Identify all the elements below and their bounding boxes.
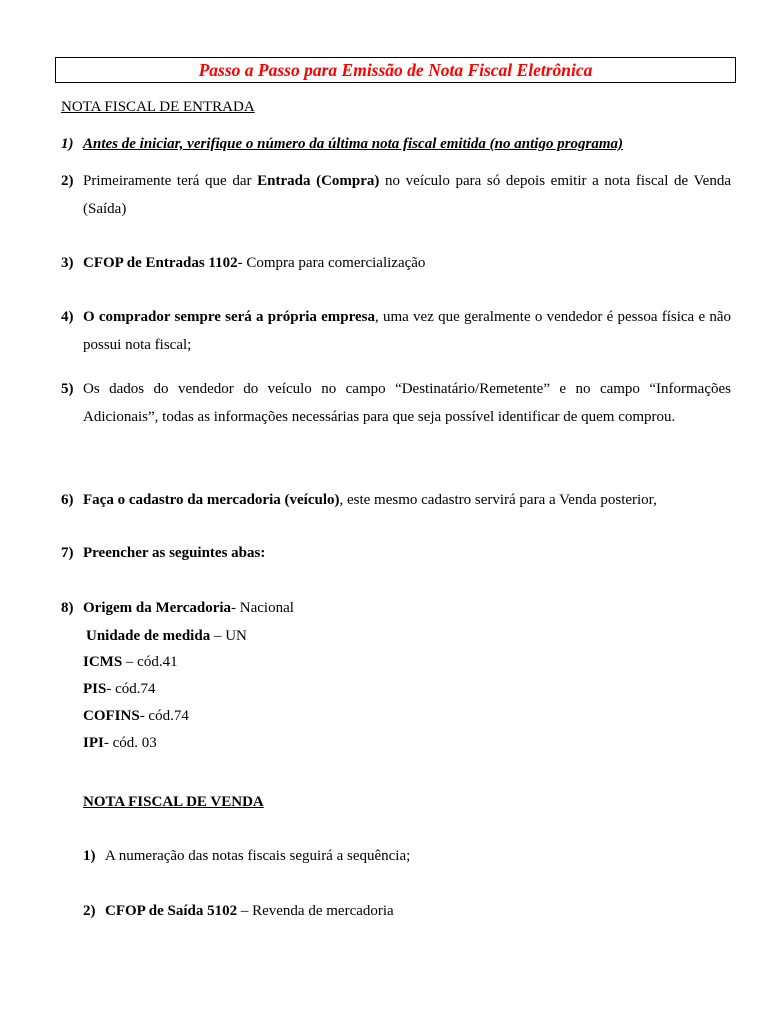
item-text-bold: O comprador sempre será a própria empresa [83, 309, 376, 325]
attribute-cofins [83, 706, 189, 726]
item-number: 6) [61, 492, 74, 508]
attribute-icms [83, 652, 178, 672]
item-text [105, 897, 731, 925]
item-number: 2) [61, 173, 74, 189]
item-text-post: , este mesmo cadastro servirá para a Venda posterior, [339, 492, 657, 508]
attribute-label: Unidade de medida [86, 628, 211, 644]
item-text-bold: CFOP de Saída 5102 [105, 903, 238, 919]
entrada-item-4 [61, 303, 731, 359]
item-number: 1) [83, 848, 96, 864]
attribute-value: - cód. 03 [103, 735, 157, 751]
attribute-pis [83, 679, 156, 699]
section-heading-entrada: NOTA FISCAL DE ENTRADA [61, 99, 255, 115]
attribute-value: – UN [210, 628, 247, 644]
attribute-value: – cód.41 [122, 654, 178, 670]
item-text-bold: Faça o cadastro da mercadoria (veículo) [83, 492, 340, 508]
item-text: Preencher as seguintes abas: [83, 545, 266, 561]
item-text-bold: Origem da Mercadoria [83, 600, 232, 616]
attribute-unidade [86, 626, 247, 646]
attribute-label: ICMS [83, 654, 123, 670]
item-text: Antes de iniciar, verifique o número da última nota fiscal emitida (no antigo programa) [83, 136, 624, 152]
item-text [83, 303, 731, 359]
item-text: Os dados do vendedor do veículo no campo “Destinatário/Remetente” e no campo “Informações Adicionais”, todas as informações necessárias para que seja possível identificar de quem comprou. [83, 381, 731, 425]
venda-item-2 [83, 897, 731, 925]
entrada-item-7 [61, 539, 731, 567]
item-number: 8) [61, 600, 74, 616]
item-text [83, 249, 731, 277]
item-text-post: , uma vez que geralmente o vendedor é pessoa física e não possui nota fiscal; [83, 309, 731, 353]
attribute-label: PIS [83, 681, 107, 697]
item-text: A numeração das notas fiscais seguirá a sequência; [105, 848, 411, 864]
item-text-post: no veículo para só depois emitir a nota fiscal de Venda (Saída) [83, 173, 731, 217]
attribute-label: IPI [83, 735, 104, 751]
attribute-value: - cód.74 [106, 681, 156, 697]
item-text-pre: Primeiramente terá que dar [83, 173, 258, 189]
item-number: 5) [61, 381, 74, 397]
entrada-item-8 [61, 594, 731, 622]
item-number: 7) [61, 545, 74, 561]
item-text [83, 167, 731, 223]
item-text [83, 594, 731, 622]
item-text-post: - Nacional [231, 600, 294, 616]
item-text-bold: Entrada (Compra) [257, 173, 380, 189]
document-title: Passo a Passo para Emissão de Nota Fiscal Eletrônica [55, 57, 736, 83]
entrada-item-6 [61, 486, 731, 514]
entrada-item-3 [61, 249, 731, 277]
attribute-value: - cód.74 [139, 708, 189, 724]
item-text-post: - Compra para comercialização [237, 255, 426, 271]
item-number: 4) [61, 309, 74, 325]
section-heading-venda: NOTA FISCAL DE VENDA [83, 794, 264, 810]
entrada-item-2 [61, 167, 731, 223]
item-number: 3) [61, 255, 74, 271]
item-text-post: – Revenda de mercadoria [237, 903, 394, 919]
entrada-item-5 [61, 375, 731, 431]
venda-item-1 [83, 842, 731, 870]
item-number: 1) [61, 136, 74, 152]
item-text [83, 486, 731, 514]
attribute-ipi [83, 733, 157, 753]
entrada-item-1 [61, 130, 731, 158]
attribute-label: COFINS [83, 708, 140, 724]
item-number: 2) [83, 903, 96, 919]
item-text-bold: CFOP de Entradas 1102 [83, 255, 238, 271]
